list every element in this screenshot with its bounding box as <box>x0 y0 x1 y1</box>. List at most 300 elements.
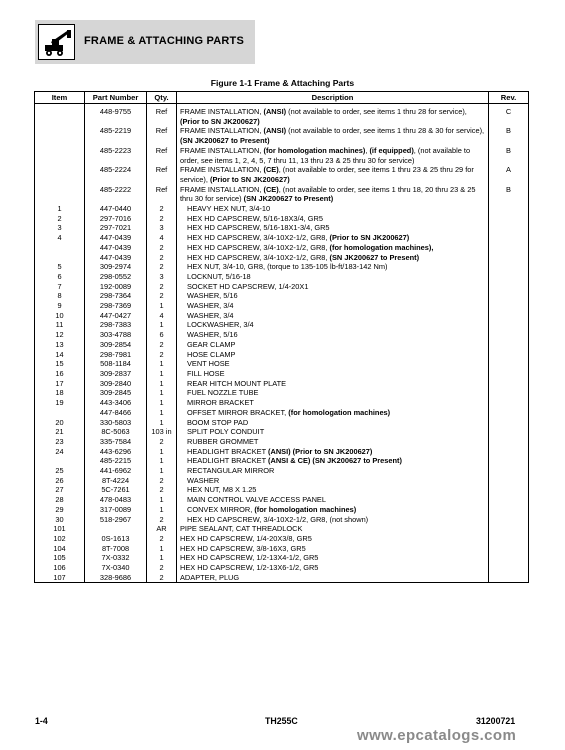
rev-cell <box>489 544 529 554</box>
table-row <box>35 485 529 495</box>
rev-cell <box>489 369 529 379</box>
watermark: www.epcatalogs.com <box>357 727 517 744</box>
item-cell: 104 <box>35 544 85 554</box>
description-text: (for homologation machines) <box>288 407 391 417</box>
rev-cell <box>489 204 529 214</box>
part-number-cell: 518-2967 <box>85 515 147 525</box>
part-number-cell: 447-0439 <box>85 243 147 253</box>
table-row <box>35 524 529 534</box>
part-number-cell: 328-9686 <box>85 573 147 583</box>
description-text: SPLIT POLY CONDUIT <box>187 427 265 437</box>
part-number-cell: 443-6296 <box>85 447 147 457</box>
description-text: BOOM STOP PAD <box>187 417 249 427</box>
part-number-cell: 8C-5063 <box>85 427 147 437</box>
part-number-cell: 7X-0332 <box>85 553 147 563</box>
description-cell <box>177 126 489 145</box>
description-text: HEX HD CAPSCREW, 3/4-10X2-1/2, GR8, <box>187 242 330 252</box>
part-number-cell: 297-7021 <box>85 223 147 233</box>
description-text: FRAME INSTALLATION, <box>180 165 264 175</box>
col-header-rev: Rev. <box>489 92 529 104</box>
description-text: FRAME INSTALLATION, <box>180 145 264 155</box>
part-number-cell: 447-0439 <box>85 233 147 243</box>
qty-cell: 1 <box>147 301 177 311</box>
table-row <box>35 476 529 486</box>
description-text: HEX HD CAPSCREW, 3/4-10X2-1/2, GR8, <box>187 252 330 262</box>
part-number-cell: 309-2840 <box>85 379 147 389</box>
rev-cell <box>489 350 529 360</box>
description-cell <box>177 505 489 515</box>
rev-cell <box>489 223 529 233</box>
description-text: FRAME INSTALLATION, <box>180 126 264 136</box>
description-text: FRAME INSTALLATION, <box>180 107 264 116</box>
part-number-cell: 485-2215 <box>85 456 147 466</box>
part-number-cell: 309-2974 <box>85 262 147 272</box>
rev-cell <box>489 291 529 301</box>
description-text: WASHER <box>187 475 220 485</box>
description-cell <box>177 311 489 321</box>
rev-cell <box>489 330 529 340</box>
table-row <box>35 573 529 583</box>
description-cell <box>177 485 489 495</box>
item-cell: 106 <box>35 563 85 573</box>
description-cell <box>177 107 489 126</box>
description-cell <box>177 534 489 544</box>
description-cell <box>177 418 489 428</box>
item-cell: 101 <box>35 524 85 534</box>
rev-cell <box>489 408 529 418</box>
part-number-cell: 298-7383 <box>85 320 147 330</box>
description-text: , <box>365 145 370 155</box>
description-text: CONVEX MIRROR, <box>187 504 255 514</box>
rev-cell <box>489 272 529 282</box>
part-number-cell: 309-2837 <box>85 369 147 379</box>
rev-cell: C <box>489 107 529 126</box>
table-row <box>35 495 529 505</box>
table-body <box>35 104 529 583</box>
doc-number: 31200721 <box>476 716 516 726</box>
qty-cell: 2 <box>147 291 177 301</box>
rev-cell <box>489 253 529 263</box>
description-text: FILL HOSE <box>187 368 225 378</box>
description-cell <box>177 466 489 476</box>
qty-cell: 2 <box>147 253 177 263</box>
part-number-cell: 447-0427 <box>85 311 147 321</box>
description-text: VENT HOSE <box>187 359 230 369</box>
description-cell <box>177 262 489 272</box>
qty-cell: 2 <box>147 243 177 253</box>
description-text: HEX HD CAPSCREW, 1/4-20X3/8, GR5 <box>180 533 312 543</box>
part-number-cell: 192-0089 <box>85 282 147 292</box>
table-row <box>35 505 529 515</box>
page-number: 1-4 <box>35 716 48 726</box>
qty-cell: 1 <box>147 320 177 330</box>
rev-cell <box>489 320 529 330</box>
part-number-cell: 330-5803 <box>85 418 147 428</box>
table-row <box>35 553 529 563</box>
part-number-cell: 298-0552 <box>85 272 147 282</box>
rev-cell <box>489 233 529 243</box>
rev-cell <box>489 388 529 398</box>
rev-cell <box>489 563 529 573</box>
table-row <box>35 563 529 573</box>
item-cell: 11 <box>35 320 85 330</box>
part-number-cell: 0S-1613 <box>85 534 147 544</box>
part-number-cell: 443-3406 <box>85 398 147 408</box>
qty-cell: 4 <box>147 233 177 243</box>
description-cell <box>177 553 489 563</box>
description-text: (if equipped) <box>369 145 414 155</box>
table-row <box>35 185 529 204</box>
description-text: HEX NUT, M8 X 1.25 <box>187 485 257 495</box>
description-text: HEX HD CAPSCREW, 1/2-13X4-1/2, GR5 <box>180 553 319 563</box>
table-row <box>35 165 529 184</box>
description-cell <box>177 476 489 486</box>
qty-cell: 2 <box>147 282 177 292</box>
item-cell: 7 <box>35 282 85 292</box>
description-text: HEX HD CAPSCREW, 5/16-18X3/4, GR5 <box>187 213 323 223</box>
part-number-cell: 485-2219 <box>85 126 147 145</box>
table-row <box>35 223 529 233</box>
table-row <box>35 126 529 145</box>
part-number-cell: 297-7016 <box>85 214 147 224</box>
model-name: TH255C <box>265 716 298 726</box>
part-number-cell: 309-2845 <box>85 388 147 398</box>
description-text: OFFSET MIRROR BRACKET, <box>187 407 289 417</box>
col-header-qty: Qty. <box>147 92 177 104</box>
description-text: (Prior to SN JK200627) <box>209 174 290 184</box>
item-cell: 28 <box>35 495 85 505</box>
description-cell <box>177 427 489 437</box>
description-cell <box>177 146 489 165</box>
item-cell: 10 <box>35 311 85 321</box>
table-row <box>35 534 529 544</box>
description-text: LOCKNUT, 5/16-18 <box>187 271 251 281</box>
item-cell: 30 <box>35 515 85 525</box>
description-text: HEAVY HEX NUT, 3/4-10 <box>187 204 271 214</box>
qty-cell: 2 <box>147 340 177 350</box>
description-text: (ANSI) (Prior to SN JK200627) <box>268 446 373 456</box>
rev-cell <box>489 311 529 321</box>
table-row <box>35 330 529 340</box>
qty-cell: 1 <box>147 359 177 369</box>
part-number-cell: 441-6962 <box>85 466 147 476</box>
rev-cell <box>489 515 529 525</box>
qty-cell: 2 <box>147 563 177 573</box>
part-number-cell: 335-7584 <box>85 437 147 447</box>
qty-cell: 6 <box>147 330 177 340</box>
qty-cell: 4 <box>147 311 177 321</box>
qty-cell: 1 <box>147 388 177 398</box>
table-header-row <box>35 92 529 104</box>
description-text: , (not available to order, see items 1 thru 18, 20 thru 23 & 25 thru 30 for service) <box>180 184 476 204</box>
qty-cell: 103 in <box>147 427 177 437</box>
qty-cell: 1 <box>147 447 177 457</box>
part-number-cell: 508-1184 <box>85 359 147 369</box>
boom-lift-icon <box>38 24 75 60</box>
part-number-cell: 5C-7261 <box>85 485 147 495</box>
part-number-cell: 298-7981 <box>85 350 147 360</box>
description-cell <box>177 223 489 233</box>
rev-cell: A <box>489 165 529 184</box>
rev-cell <box>489 427 529 437</box>
table-row <box>35 408 529 418</box>
section-title: FRAME & ATTACHING PARTS <box>84 35 245 47</box>
item-cell: 21 <box>35 427 85 437</box>
table-row <box>35 262 529 272</box>
description-text: LOCKWASHER, 3/4 <box>187 320 254 330</box>
description-text: WASHER, 5/16 <box>187 291 238 301</box>
qty-cell: Ref <box>147 107 177 126</box>
description-text: FRAME INSTALLATION, <box>180 184 264 194</box>
qty-cell: Ref <box>147 126 177 145</box>
description-text: HEX HD CAPSCREW, 3/4-10X2-1/2, GR8, <box>187 233 330 243</box>
parts-table <box>34 91 529 583</box>
description-text: (for homologation machines) <box>254 504 357 514</box>
item-cell: 5 <box>35 262 85 272</box>
description-text: PIPE SEALANT, CAT THREADLOCK <box>180 524 303 534</box>
rev-cell <box>489 553 529 563</box>
rev-cell: B <box>489 126 529 145</box>
rev-cell <box>489 398 529 408</box>
description-text: SOCKET HD CAPSCREW, 1/4-20X1 <box>187 281 309 291</box>
description-cell <box>177 204 489 214</box>
qty-cell: 1 <box>147 544 177 554</box>
rev-cell <box>489 505 529 515</box>
item-cell: 1 <box>35 204 85 214</box>
table-row <box>35 515 529 525</box>
table-row <box>35 214 529 224</box>
table-row <box>35 379 529 389</box>
description-text: HEX HD CAPSCREW, 3/8-16X3, GR5 <box>180 543 306 553</box>
rev-cell <box>489 534 529 544</box>
description-text: (SN JK200627 to Present) <box>329 252 420 262</box>
qty-cell: 2 <box>147 476 177 486</box>
item-cell <box>35 126 85 145</box>
part-number-cell: 447-0440 <box>85 204 147 214</box>
item-cell: 6 <box>35 272 85 282</box>
part-number-cell: 478-0483 <box>85 495 147 505</box>
description-text: (CE) <box>263 184 279 194</box>
table-row <box>35 427 529 437</box>
col-header-description: Description <box>177 92 489 104</box>
table-row <box>35 320 529 330</box>
part-number-cell <box>85 524 147 534</box>
qty-cell: 2 <box>147 214 177 224</box>
item-cell: 18 <box>35 388 85 398</box>
rev-cell <box>489 485 529 495</box>
part-number-cell: 447-8466 <box>85 408 147 418</box>
description-cell <box>177 320 489 330</box>
qty-cell: 2 <box>147 204 177 214</box>
rev-cell <box>489 476 529 486</box>
qty-cell: 2 <box>147 485 177 495</box>
table-row <box>35 253 529 263</box>
description-cell <box>177 282 489 292</box>
description-text: (for homologation machines) <box>263 145 366 155</box>
item-cell: 4 <box>35 233 85 243</box>
item-cell: 23 <box>35 437 85 447</box>
figure-title: Figure 1-1 Frame & Attaching Parts <box>210 78 355 88</box>
section-header <box>35 20 255 64</box>
table-row <box>35 340 529 350</box>
item-cell: 24 <box>35 447 85 457</box>
description-cell <box>177 272 489 282</box>
qty-cell: 1 <box>147 398 177 408</box>
rev-cell <box>489 447 529 457</box>
item-cell: 29 <box>35 505 85 515</box>
description-cell <box>177 495 489 505</box>
description-text: WASHER, 3/4 <box>187 301 234 311</box>
description-text: (for homologation machines), <box>329 242 434 252</box>
rev-cell <box>489 214 529 224</box>
description-cell <box>177 408 489 418</box>
rev-cell: B <box>489 185 529 204</box>
table-row <box>35 291 529 301</box>
rev-cell <box>489 359 529 369</box>
description-cell <box>177 379 489 389</box>
qty-cell: 2 <box>147 262 177 272</box>
rev-cell <box>489 573 529 583</box>
rev-cell <box>489 466 529 476</box>
description-text: RUBBER GROMMET <box>187 436 259 446</box>
table-row <box>35 369 529 379</box>
col-header-part-number: Part Number <box>85 92 147 104</box>
description-cell <box>177 398 489 408</box>
table-row <box>35 437 529 447</box>
description-text: (SN JK200627 to Present) <box>243 194 334 204</box>
qty-cell: 1 <box>147 495 177 505</box>
description-text: HEX HD CAPSCREW, 5/16-18X1-3/4, GR5 <box>187 223 330 233</box>
rev-cell <box>489 456 529 466</box>
qty-cell: 2 <box>147 350 177 360</box>
description-text: (not available to order, see items 1 thru 28 & 30 for service), <box>286 126 485 136</box>
rev-cell <box>489 243 529 253</box>
part-number-cell: 298-7369 <box>85 301 147 311</box>
description-cell <box>177 233 489 243</box>
qty-cell: 3 <box>147 272 177 282</box>
part-number-cell: 485-2222 <box>85 185 147 204</box>
table-row <box>35 146 529 165</box>
table-row <box>35 272 529 282</box>
table-row <box>35 544 529 554</box>
qty-cell: 1 <box>147 408 177 418</box>
rev-cell <box>489 437 529 447</box>
qty-cell: 2 <box>147 515 177 525</box>
part-number-cell: 309-2854 <box>85 340 147 350</box>
table-row <box>35 311 529 321</box>
col-header-item: Item <box>35 92 85 104</box>
description-text: (CE) <box>263 165 279 175</box>
description-cell <box>177 388 489 398</box>
rev-cell <box>489 301 529 311</box>
item-cell: 12 <box>35 330 85 340</box>
item-cell <box>35 146 85 165</box>
qty-cell: 1 <box>147 505 177 515</box>
table-row <box>35 456 529 466</box>
part-number-cell: 8T-7008 <box>85 544 147 554</box>
item-cell: 105 <box>35 553 85 563</box>
item-cell: 15 <box>35 359 85 369</box>
part-number-cell: 447-0439 <box>85 253 147 263</box>
item-cell: 26 <box>35 476 85 486</box>
item-cell <box>35 185 85 204</box>
description-text: (SN JK200627 to Present) <box>180 136 270 146</box>
table-row <box>35 447 529 457</box>
item-cell <box>35 165 85 184</box>
rev-cell <box>489 379 529 389</box>
rev-cell <box>489 495 529 505</box>
description-cell <box>177 291 489 301</box>
part-number-cell: 8T-4224 <box>85 476 147 486</box>
item-cell: 19 <box>35 398 85 408</box>
description-cell <box>177 165 489 184</box>
table-row <box>35 398 529 408</box>
item-cell: 3 <box>35 223 85 233</box>
description-text: HEADLIGHT BRACKET <box>187 446 269 456</box>
item-cell: 25 <box>35 466 85 476</box>
qty-cell: 1 <box>147 553 177 563</box>
table-row <box>35 243 529 253</box>
description-text: FUEL NOZZLE TUBE <box>187 388 259 398</box>
description-cell <box>177 456 489 466</box>
description-text: HEADLIGHT BRACKET <box>187 456 269 466</box>
description-cell <box>177 330 489 340</box>
description-text: REAR HITCH MOUNT PLATE <box>187 378 287 388</box>
part-number-cell: 317-0089 <box>85 505 147 515</box>
item-cell <box>35 107 85 126</box>
table-row <box>35 359 529 369</box>
description-text: (Prior to SN JK200627) <box>180 116 260 126</box>
description-text: HEX HD CAPSCREW, 3/4-10X2-1/2, GR8, (not shown) <box>187 514 369 524</box>
table-row <box>35 466 529 476</box>
description-text: ADAPTER, PLUG <box>180 572 240 582</box>
part-number-cell: 485-2223 <box>85 146 147 165</box>
item-cell: 9 <box>35 301 85 311</box>
rev-cell: B <box>489 146 529 165</box>
description-cell <box>177 515 489 525</box>
table-row <box>35 388 529 398</box>
description-cell <box>177 544 489 554</box>
part-number-cell: 485-2224 <box>85 165 147 184</box>
item-cell: 107 <box>35 573 85 583</box>
description-cell <box>177 573 489 583</box>
rev-cell <box>489 282 529 292</box>
qty-cell: 2 <box>147 534 177 544</box>
description-cell <box>177 340 489 350</box>
description-text: (ANSI) <box>263 107 287 116</box>
part-number-cell: 448-9755 <box>85 107 147 126</box>
item-cell: 16 <box>35 369 85 379</box>
qty-cell: Ref <box>147 146 177 165</box>
description-cell <box>177 253 489 263</box>
table-row <box>35 350 529 360</box>
description-cell <box>177 350 489 360</box>
item-cell: 17 <box>35 379 85 389</box>
description-cell <box>177 301 489 311</box>
qty-cell: 2 <box>147 573 177 583</box>
description-text: MAIN CONTROL VALVE ACCESS PANEL <box>187 495 326 505</box>
description-text: WASHER, 5/16 <box>187 330 238 340</box>
item-cell <box>35 456 85 466</box>
qty-cell: 1 <box>147 456 177 466</box>
description-text: RECTANGULAR MIRROR <box>187 466 275 476</box>
description-cell <box>177 185 489 204</box>
description-cell <box>177 563 489 573</box>
qty-cell: 1 <box>147 466 177 476</box>
description-text: HEX HD CAPSCREW, 1/2-13X6-1/2, GR5 <box>180 563 319 573</box>
table-row <box>35 418 529 428</box>
item-cell <box>35 243 85 253</box>
